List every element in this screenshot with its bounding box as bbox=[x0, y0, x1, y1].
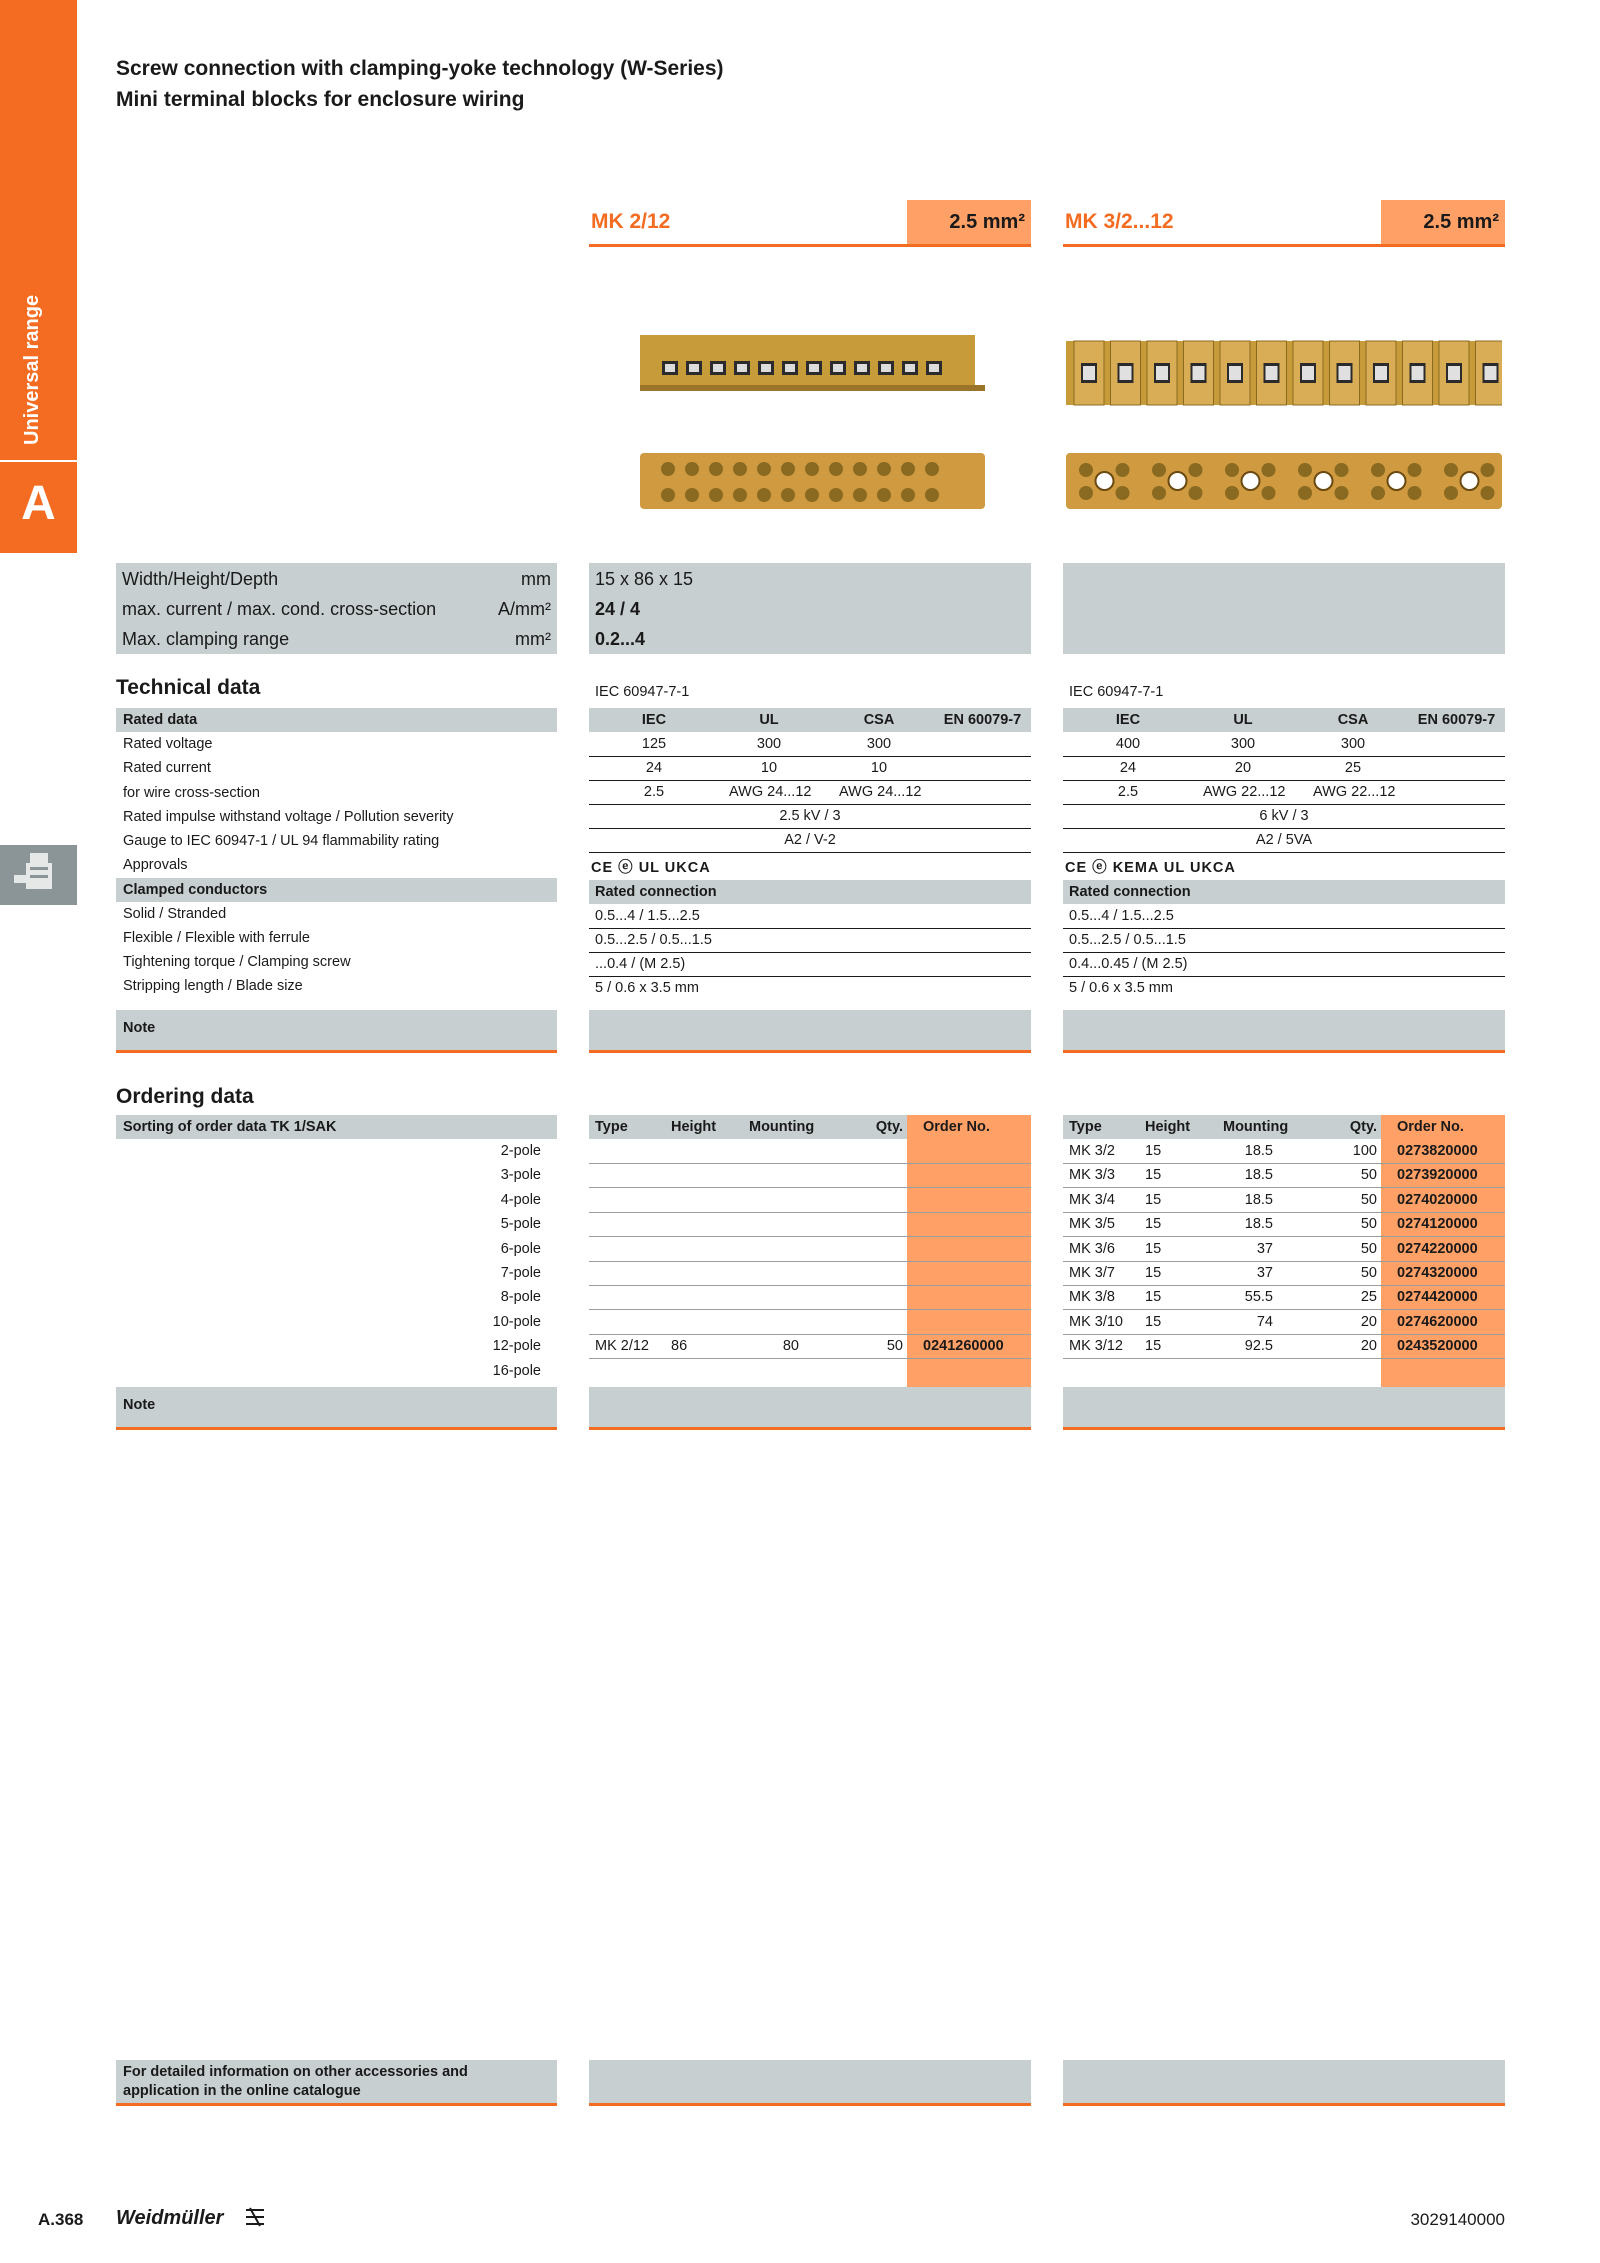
product-size: 2.5 mm² bbox=[907, 200, 1031, 244]
mounting-hole bbox=[1315, 472, 1333, 490]
connection-value: 0.5...4 / 1.5...2.5 bbox=[1069, 908, 1174, 924]
rated-data-heading: Rated data bbox=[123, 712, 198, 728]
terminal-screw-head bbox=[665, 364, 675, 372]
mounting-hole bbox=[1388, 472, 1406, 490]
approval-marks-icon: CE ⓔ KEMA UL UKCA bbox=[1065, 860, 1236, 876]
gauge-label: Gauge to IEC 60947-1 / UL 94 flammability rating bbox=[123, 833, 440, 849]
screw-hole bbox=[829, 488, 843, 502]
ordering-data-title: Ordering data bbox=[116, 1085, 254, 1108]
screw-hole bbox=[1298, 463, 1312, 477]
rated-header-cell: UL bbox=[1233, 712, 1253, 728]
row-divider bbox=[589, 1334, 1031, 1335]
screw-hole bbox=[1335, 463, 1349, 477]
row-divider bbox=[589, 1163, 1031, 1164]
rated-cell: 300 bbox=[1230, 736, 1256, 752]
torque-label: Tightening torque / Clamping screw bbox=[123, 954, 351, 970]
rated-current-label: Rated current bbox=[123, 760, 211, 776]
screw-hole bbox=[805, 488, 819, 502]
impulse-value: 6 kV / 3 bbox=[1259, 808, 1309, 824]
row-divider bbox=[1063, 828, 1505, 829]
rated-cell: 300 bbox=[866, 736, 892, 752]
screw-hole bbox=[853, 488, 867, 502]
order-cell: 74 bbox=[1256, 1313, 1273, 1330]
screw-hole bbox=[1262, 463, 1276, 477]
doc-number: 3029140000 bbox=[1410, 2210, 1505, 2229]
terminal-screw-head bbox=[1339, 366, 1351, 380]
product-name: MK 3/2...12 bbox=[1065, 210, 1174, 233]
rated-connection-heading: Rated connection bbox=[1069, 884, 1191, 900]
screw-hole bbox=[1152, 463, 1166, 477]
rated-cell: 400 bbox=[1115, 736, 1141, 752]
product-image-mk3 bbox=[1066, 335, 1502, 530]
order-cell: 15 bbox=[1145, 1265, 1162, 1281]
order-cell: 18.5 bbox=[1244, 1143, 1273, 1159]
row-divider bbox=[1063, 976, 1505, 977]
standard-label: IEC 60947-7-1 bbox=[1069, 684, 1164, 700]
order-cell: MK 3/10 bbox=[1069, 1313, 1123, 1330]
screw-hole bbox=[1225, 463, 1239, 477]
order-cell: 18.5 bbox=[1244, 1216, 1273, 1233]
order-header-cell: Height bbox=[1145, 1119, 1191, 1135]
order-cell: MK 3/12 bbox=[1069, 1338, 1123, 1355]
screw-hole bbox=[733, 488, 747, 502]
order-cell: 92.5 bbox=[1244, 1338, 1273, 1355]
side-tab-label: Universal range bbox=[21, 294, 43, 445]
screw-hole bbox=[1116, 486, 1130, 500]
dims-label: Width/Height/Depth bbox=[122, 569, 279, 589]
connection-value: 5 / 0.6 x 3.5 mm bbox=[1069, 980, 1173, 996]
strip-rail bbox=[640, 385, 985, 391]
flexible-label: Flexible / Flexible with ferrule bbox=[123, 930, 310, 946]
order-cell: 50 bbox=[886, 1338, 903, 1355]
screw-hole bbox=[1481, 463, 1495, 477]
order-cell: 15 bbox=[1145, 1289, 1162, 1306]
rated-cell: 125 bbox=[641, 736, 667, 752]
pole-label: 12-pole bbox=[492, 1338, 541, 1355]
ordering-labels bbox=[116, 1115, 557, 1435]
dims-values-mk2 bbox=[589, 563, 1031, 654]
row-divider bbox=[1063, 1285, 1505, 1286]
screw-hole bbox=[853, 462, 867, 476]
terminal-screw-head bbox=[785, 364, 795, 372]
terminal-screw-head bbox=[833, 364, 843, 372]
divider bbox=[0, 460, 77, 462]
terminal-screw-head bbox=[1229, 366, 1241, 380]
connection-value: 0.5...2.5 / 0.5...1.5 bbox=[595, 932, 712, 948]
brand-logo: Weidmüller bbox=[116, 2207, 224, 2229]
dims-unit: mm bbox=[521, 569, 551, 589]
row-divider bbox=[589, 780, 1031, 781]
order-cell: 37 bbox=[1256, 1265, 1273, 1281]
dims-labels bbox=[116, 563, 557, 654]
terminal-screw-head bbox=[1485, 366, 1497, 380]
row-divider bbox=[589, 1285, 1031, 1286]
connection-value: 0.5...4 / 1.5...2.5 bbox=[595, 908, 700, 924]
row-divider bbox=[1063, 852, 1505, 853]
order-number: 0243520000 bbox=[1397, 1338, 1478, 1355]
row-divider bbox=[589, 952, 1031, 953]
row-divider bbox=[1063, 1261, 1505, 1262]
row-divider bbox=[589, 1358, 1031, 1359]
dims-value: 15 x 86 x 15 bbox=[595, 569, 694, 589]
order-header-cell: Order No. bbox=[923, 1119, 990, 1135]
order-header-cell: Mounting bbox=[1223, 1119, 1289, 1135]
screw-hole bbox=[685, 488, 699, 502]
rated-header-cell: CSA bbox=[1337, 712, 1369, 728]
side-tab-letter: A bbox=[21, 477, 56, 530]
order-header-cell: Type bbox=[595, 1119, 628, 1135]
screw-hole bbox=[733, 462, 747, 476]
order-header-cell: Qty. bbox=[875, 1119, 903, 1135]
screw-hole bbox=[1408, 463, 1422, 477]
screw-hole bbox=[781, 488, 795, 502]
approval-marks-icon: CE ⓔ UL UKCA bbox=[591, 860, 711, 876]
screw-hole bbox=[709, 488, 723, 502]
technical-column-mk2 bbox=[589, 684, 1031, 1068]
screw-hole bbox=[1152, 486, 1166, 500]
order-cell: MK 3/8 bbox=[1069, 1289, 1115, 1306]
terminal-block-icon bbox=[0, 845, 77, 905]
screw-hole bbox=[1298, 486, 1312, 500]
order-number: 0274320000 bbox=[1397, 1265, 1478, 1281]
gauge-value: A2 / 5VA bbox=[1255, 832, 1313, 848]
order-number: 0274120000 bbox=[1397, 1216, 1478, 1233]
order-header-cell: Qty. bbox=[1349, 1119, 1377, 1135]
row-divider bbox=[1063, 804, 1505, 805]
dims-values-mk3 bbox=[1063, 563, 1505, 654]
terminal-screw-head bbox=[737, 364, 747, 372]
screw-hole bbox=[1225, 486, 1239, 500]
row-divider bbox=[589, 756, 1031, 757]
page-title-line1: Screw connection with clamping-yoke technology (W-Series) bbox=[116, 57, 724, 80]
accessories-line1: For detailed information on other accessories and bbox=[123, 2064, 468, 2080]
screw-hole bbox=[757, 488, 771, 502]
row-divider bbox=[1063, 1236, 1505, 1237]
screw-hole bbox=[925, 462, 939, 476]
order-table-mk3 bbox=[1063, 1115, 1505, 1435]
row-divider bbox=[589, 976, 1031, 977]
screw-hole bbox=[1335, 486, 1349, 500]
screw-hole bbox=[1408, 486, 1422, 500]
rated-cell: 10 bbox=[870, 760, 888, 776]
pole-label: 6-pole bbox=[500, 1240, 541, 1257]
dims-label: Max. clamping range bbox=[122, 629, 290, 649]
order-number: 0273820000 bbox=[1397, 1143, 1478, 1159]
order-cell: 100 bbox=[1352, 1143, 1377, 1159]
mounting-hole bbox=[1096, 472, 1114, 490]
gauge-value: A2 / V-2 bbox=[784, 832, 836, 848]
row-divider bbox=[1063, 1309, 1505, 1310]
order-cell: 15 bbox=[1145, 1143, 1162, 1159]
terminal-screw-head bbox=[1156, 366, 1168, 380]
pole-label: 4-pole bbox=[500, 1191, 541, 1208]
rated-cell: 300 bbox=[1340, 736, 1366, 752]
order-cell: 80 bbox=[782, 1338, 799, 1355]
row-divider bbox=[589, 1236, 1031, 1237]
rated-header-cell: UL bbox=[759, 712, 779, 728]
order-cell: 20 bbox=[1360, 1313, 1377, 1330]
screw-hole bbox=[757, 462, 771, 476]
rated-cell: 24 bbox=[645, 760, 663, 776]
accessories-line2: application in the online catalogue bbox=[123, 2083, 361, 2099]
order-cell: MK 3/7 bbox=[1069, 1265, 1115, 1281]
terminal-screw-head bbox=[905, 364, 915, 372]
rated-connection-heading: Rated connection bbox=[595, 884, 717, 900]
order-cell: 18.5 bbox=[1244, 1167, 1273, 1184]
screw-hole bbox=[661, 462, 675, 476]
product-name: MK 2/12 bbox=[591, 210, 671, 233]
screw-hole bbox=[1371, 486, 1385, 500]
order-number: 0274420000 bbox=[1397, 1289, 1478, 1306]
order-note-box bbox=[1063, 1387, 1505, 1430]
pole-label: 10-pole bbox=[492, 1313, 541, 1330]
screw-hole bbox=[877, 462, 891, 476]
sorting-heading: Sorting of order data TK 1/SAK bbox=[123, 1119, 337, 1135]
pole-label: 7-pole bbox=[500, 1265, 541, 1281]
order-note-label: Note bbox=[123, 1397, 156, 1413]
screw-hole bbox=[781, 462, 795, 476]
clamped-heading: Clamped conductors bbox=[123, 882, 268, 898]
order-cell: 15 bbox=[1145, 1216, 1162, 1233]
rated-cell: 2.5 bbox=[1117, 784, 1139, 800]
strip-bottom-body bbox=[1066, 453, 1502, 509]
mounting-hole bbox=[1461, 472, 1479, 490]
row-divider bbox=[589, 1261, 1031, 1262]
screw-hole bbox=[709, 462, 723, 476]
mounting-hole bbox=[1242, 472, 1260, 490]
rated-cell: 300 bbox=[756, 736, 782, 752]
order-header-cell: Height bbox=[671, 1119, 717, 1135]
screw-hole bbox=[901, 488, 915, 502]
screw-hole bbox=[829, 462, 843, 476]
accessories-box-mk3 bbox=[1063, 2060, 1505, 2106]
row-divider bbox=[589, 928, 1031, 929]
pole-label: 5-pole bbox=[500, 1216, 541, 1233]
order-cell: 86 bbox=[671, 1338, 688, 1355]
order-cell: 15 bbox=[1145, 1338, 1162, 1355]
order-cell: MK 2/12 bbox=[595, 1338, 649, 1355]
screw-hole bbox=[1079, 486, 1093, 500]
note-box bbox=[1063, 1010, 1505, 1053]
order-cell: 18.5 bbox=[1244, 1191, 1273, 1208]
order-cell: 25 bbox=[1360, 1289, 1377, 1306]
terminal-screw-head bbox=[1302, 366, 1314, 380]
screw-hole bbox=[1262, 486, 1276, 500]
dims-unit: mm² bbox=[515, 629, 551, 649]
standard-label: IEC 60947-7-1 bbox=[595, 684, 690, 700]
screw-hole bbox=[805, 462, 819, 476]
rated-header-cell: IEC bbox=[641, 712, 667, 728]
row-divider bbox=[1063, 756, 1505, 757]
connection-value: 0.4...0.45 / (M 2.5) bbox=[1069, 956, 1188, 972]
product-header-mk3 bbox=[1063, 200, 1505, 247]
pole-label: 3-pole bbox=[500, 1167, 541, 1184]
rated-header-cell: IEC bbox=[1115, 712, 1141, 728]
page-number: A.368 bbox=[38, 2210, 84, 2229]
terminal-screw-head bbox=[857, 364, 867, 372]
order-cell: 15 bbox=[1145, 1240, 1162, 1257]
row-divider bbox=[1063, 928, 1505, 929]
terminal-screw-head bbox=[1083, 366, 1095, 380]
screw-hole bbox=[1116, 463, 1130, 477]
order-cell: 55.5 bbox=[1244, 1289, 1273, 1306]
terminal-screw-head bbox=[881, 364, 891, 372]
product-size: 2.5 mm² bbox=[1381, 200, 1505, 244]
note-label: Note bbox=[123, 1020, 156, 1036]
technical-labels bbox=[116, 708, 557, 1068]
row-divider bbox=[589, 804, 1031, 805]
brand-mark-icon bbox=[244, 2206, 266, 2233]
row-divider bbox=[1063, 780, 1505, 781]
pole-label: 2-pole bbox=[500, 1143, 541, 1159]
rated-cell: 25 bbox=[1344, 760, 1362, 776]
order-cell: MK 3/4 bbox=[1069, 1191, 1115, 1208]
rated-header-cell: EN 60079-7 bbox=[943, 712, 1022, 728]
order-table-mk2 bbox=[589, 1115, 1031, 1435]
connection-value: 0.5...2.5 / 0.5...1.5 bbox=[1069, 932, 1186, 948]
order-cell: MK 3/6 bbox=[1069, 1240, 1115, 1257]
order-header-cell: Order No. bbox=[1397, 1119, 1464, 1135]
order-cell: 15 bbox=[1145, 1167, 1162, 1184]
row-divider bbox=[589, 1187, 1031, 1188]
wire-cross-label: for wire cross-section bbox=[123, 785, 260, 801]
solid-label: Solid / Stranded bbox=[123, 906, 227, 922]
order-cell: 50 bbox=[1360, 1265, 1377, 1281]
terminal-screw-head bbox=[1412, 366, 1424, 380]
row-divider bbox=[589, 852, 1031, 853]
rated-voltage-label: Rated voltage bbox=[123, 736, 213, 752]
order-number: 0273920000 bbox=[1397, 1167, 1478, 1184]
screw-hole bbox=[925, 488, 939, 502]
screw-hole bbox=[901, 462, 915, 476]
screw-hole bbox=[661, 488, 675, 502]
order-cell: MK 3/5 bbox=[1069, 1216, 1115, 1233]
approvals-label: Approvals bbox=[123, 857, 188, 873]
technical-column-mk3 bbox=[1063, 684, 1505, 1068]
row-divider bbox=[589, 1212, 1031, 1213]
connection-value: ...0.4 / (M 2.5) bbox=[595, 956, 686, 972]
screw-hole bbox=[1189, 486, 1203, 500]
row-divider bbox=[1063, 1187, 1505, 1188]
order-header-cell: Type bbox=[1069, 1119, 1102, 1135]
screw-hole bbox=[1444, 463, 1458, 477]
pole-label: 16-pole bbox=[492, 1362, 541, 1379]
order-cell: 15 bbox=[1145, 1191, 1162, 1208]
rated-cell: 2.5 bbox=[643, 784, 665, 800]
screw-hole bbox=[1481, 486, 1495, 500]
order-cell: 50 bbox=[1360, 1167, 1377, 1184]
terminal-screw-head bbox=[1120, 366, 1132, 380]
clamping-value: 0.2...4 bbox=[595, 629, 646, 649]
row-divider bbox=[1063, 1212, 1505, 1213]
rated-cell: 20 bbox=[1234, 760, 1252, 776]
mounting-hole bbox=[1169, 472, 1187, 490]
screw-hole bbox=[1189, 463, 1203, 477]
order-note-box bbox=[589, 1387, 1031, 1430]
rated-cell: AWG 24...12 bbox=[729, 784, 812, 800]
strip-body bbox=[640, 335, 975, 385]
rated-cell: 24 bbox=[1119, 760, 1137, 776]
order-cell: MK 3/2 bbox=[1069, 1143, 1115, 1159]
row-divider bbox=[1063, 1358, 1505, 1359]
rated-cell: 10 bbox=[760, 760, 778, 776]
rated-header-cell: EN 60079-7 bbox=[1417, 712, 1496, 728]
row-divider bbox=[589, 1309, 1031, 1310]
screw-hole bbox=[1371, 463, 1385, 477]
product-image-mk2 bbox=[640, 335, 985, 530]
screw-hole bbox=[1444, 486, 1458, 500]
rated-cell: AWG 22...12 bbox=[1203, 784, 1286, 800]
dims-label: max. current / max. cond. cross-section bbox=[122, 599, 437, 619]
order-cell: 50 bbox=[1360, 1191, 1377, 1208]
dims-unit: A/mm² bbox=[498, 599, 551, 619]
note-box bbox=[589, 1010, 1031, 1053]
connection-value: 5 / 0.6 x 3.5 mm bbox=[595, 980, 699, 996]
impulse-label: Rated impulse withstand voltage / Pollution severity bbox=[123, 809, 454, 825]
screw-hole bbox=[877, 488, 891, 502]
accessories-info-box bbox=[116, 2060, 557, 2106]
accessories-box-mk2 bbox=[589, 2060, 1031, 2106]
order-number: 0274620000 bbox=[1397, 1313, 1478, 1330]
stripping-label: Stripping length / Blade size bbox=[123, 978, 303, 994]
order-cell: 15 bbox=[1145, 1313, 1162, 1330]
row-divider bbox=[589, 828, 1031, 829]
rated-cell: AWG 22...12 bbox=[1313, 784, 1396, 800]
terminal-screw-head bbox=[689, 364, 699, 372]
screw-hole bbox=[1079, 463, 1093, 477]
order-cell: 37 bbox=[1256, 1240, 1273, 1257]
row-divider bbox=[1063, 1334, 1505, 1335]
order-number: 0241260000 bbox=[923, 1338, 1004, 1355]
rated-header-cell: CSA bbox=[863, 712, 895, 728]
order-number: 0274020000 bbox=[1397, 1191, 1478, 1208]
rated-cell: AWG 24...12 bbox=[839, 784, 922, 800]
terminal-screw-head bbox=[809, 364, 819, 372]
technical-data-title: Technical data bbox=[116, 676, 261, 699]
terminal-screw-head bbox=[929, 364, 939, 372]
order-cell: 20 bbox=[1360, 1338, 1377, 1355]
order-cell: MK 3/3 bbox=[1069, 1167, 1115, 1184]
screw-hole bbox=[685, 462, 699, 476]
order-cell: 50 bbox=[1360, 1216, 1377, 1233]
terminal-screw-head bbox=[1266, 366, 1278, 380]
terminal-screw-head bbox=[713, 364, 723, 372]
order-cell: 50 bbox=[1360, 1240, 1377, 1257]
side-tab bbox=[0, 0, 77, 553]
product-header-mk2 bbox=[589, 200, 1031, 247]
row-divider bbox=[1063, 1163, 1505, 1164]
order-number: 0274220000 bbox=[1397, 1240, 1478, 1257]
terminal-screw-head bbox=[761, 364, 771, 372]
page-title-line2: Mini terminal blocks for enclosure wiring bbox=[116, 88, 525, 111]
terminal-screw-head bbox=[1448, 366, 1460, 380]
pole-label: 8-pole bbox=[500, 1289, 541, 1306]
row-divider bbox=[1063, 952, 1505, 953]
terminal-screw-head bbox=[1193, 366, 1205, 380]
order-header-cell: Mounting bbox=[749, 1119, 815, 1135]
terminal-screw-head bbox=[1375, 366, 1387, 380]
current-value: 24 / 4 bbox=[595, 599, 641, 619]
impulse-value: 2.5 kV / 3 bbox=[779, 808, 841, 824]
